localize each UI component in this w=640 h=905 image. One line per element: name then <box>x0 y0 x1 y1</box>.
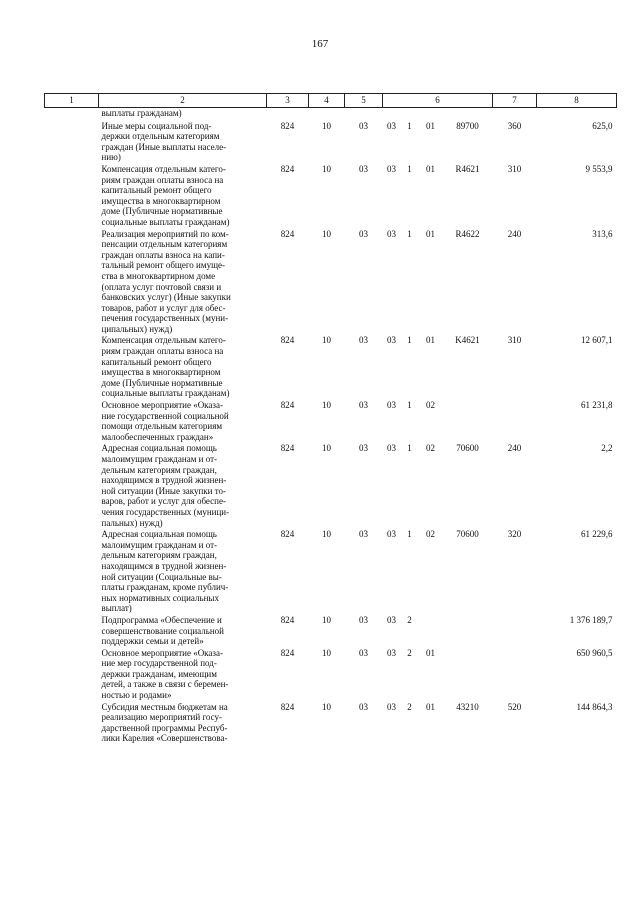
header-col-7: 7 <box>493 94 537 108</box>
row-activity: 01 <box>426 120 435 131</box>
row-spacer <box>45 164 99 229</box>
row-expense-type: 240 <box>507 228 522 239</box>
table-row <box>45 702 617 745</box>
row-name: Адресная социальная помощь малоимущим гражданам и от- дельным категориям граждан, находящимся в трудной жизнен- ной ситуации (Иные закупки то- варов, работ и услуг для обеспе- чения государственных (муници- пальных) нужд) <box>101 443 230 528</box>
row-expense-type <box>493 615 537 648</box>
row-name: Компенсация отдельным катего- риям граждан оплаты взноса на капитальный ремонт общего имущества в многоквартирном доме (Публичные нормативные социальные выплаты гражданам) <box>101 335 230 399</box>
row-direction <box>443 400 493 443</box>
row-expense-type: 320 <box>507 529 522 540</box>
row-amount: 313,6 <box>592 228 613 239</box>
row-activity <box>419 615 443 648</box>
row-amount: 61 229,6 <box>581 529 613 540</box>
row-program: 03 <box>387 701 396 712</box>
row-subsection: 03 <box>359 529 368 540</box>
row-subsection: 03 <box>359 163 368 174</box>
row-subsection: 03 <box>359 614 368 625</box>
table-row <box>45 615 617 648</box>
row-subprogram: 1 <box>407 163 412 174</box>
row-direction: K4621 <box>455 335 480 346</box>
row-program: 03 <box>387 228 396 239</box>
row-direction: 70600 <box>456 529 479 540</box>
row-program: 03 <box>387 614 396 625</box>
row-amount: 144 864,3 <box>576 701 613 712</box>
row-section: 10 <box>322 529 331 540</box>
row-spacer <box>45 529 99 615</box>
header-col-3: 3 <box>267 94 309 108</box>
row-spacer <box>45 335 99 400</box>
row-subsection: 03 <box>359 443 368 454</box>
row-subsection: 03 <box>359 228 368 239</box>
row-expense-type: 310 <box>507 335 522 346</box>
row-name: Подпрограмма «Обеспечение и совершенствование социальной поддержки семьи и детей» <box>101 614 224 647</box>
header-col-5: 5 <box>345 94 383 108</box>
row-direction: 70600 <box>456 443 479 454</box>
row-activity: 01 <box>426 701 435 712</box>
header-row <box>45 94 617 108</box>
table-row <box>45 164 617 229</box>
row-admin-code: 824 <box>280 335 295 346</box>
row-program: 03 <box>387 400 396 411</box>
header-col-1: 1 <box>45 94 99 108</box>
table-row <box>45 648 617 702</box>
budget-table <box>44 93 617 745</box>
row-amount: 61 231,8 <box>581 400 613 411</box>
row-section: 10 <box>322 701 331 712</box>
row-name: Иные меры социальной под- держки отдельным категориям граждан (Иные выплаты населе- нию) <box>101 120 227 163</box>
row-subsection: 03 <box>359 400 368 411</box>
row-expense-type <box>493 648 537 702</box>
row-program: 03 <box>387 647 396 658</box>
row-program: 03 <box>387 529 396 540</box>
row-admin-code: 824 <box>280 529 295 540</box>
row-activity: 01 <box>426 228 435 239</box>
table-body <box>45 108 617 746</box>
table-row <box>45 335 617 400</box>
row-admin-code: 824 <box>280 120 295 131</box>
row-activity: 02 <box>426 443 435 454</box>
row-program: 03 <box>387 335 396 346</box>
row-admin-code: 824 <box>280 228 295 239</box>
row-subsection: 03 <box>359 647 368 658</box>
row-section: 10 <box>322 228 331 239</box>
header-col-4: 4 <box>309 94 345 108</box>
row-activity: 02 <box>426 529 435 540</box>
row-subprogram: 1 <box>407 120 412 131</box>
row-spacer <box>45 121 99 164</box>
header-col-6: 6 <box>383 94 493 108</box>
continuation-text: выплаты гражданам) <box>101 108 182 118</box>
row-subprogram: 1 <box>407 335 412 346</box>
row-expense-type <box>493 400 537 443</box>
row-subprogram: 1 <box>407 443 412 454</box>
continuation-row <box>45 108 617 121</box>
header-col-2: 2 <box>99 94 267 108</box>
table-row <box>45 400 617 443</box>
table-row <box>45 529 617 615</box>
row-section: 10 <box>322 120 331 131</box>
row-section: 10 <box>322 443 331 454</box>
row-spacer <box>45 702 99 745</box>
row-activity: 01 <box>426 647 435 658</box>
row-direction: 43210 <box>456 701 479 712</box>
row-name: Реализация мероприятий по ком- пенсации отдельным категориям граждан оплаты взноса на капи- тальный ремонт общего имуще- ства в многоквартирном доме (оплата услуг почтовой связи и банковских услуг) (Иные закупки товаров, работ и услуг для обес- печения государственных (муни- ципальных) нужд) <box>101 228 231 334</box>
header-col-8: 8 <box>537 94 617 108</box>
row-subsection: 03 <box>359 120 368 131</box>
row-name: Субсидия местным бюджетам на реализацию мероприятий госу- дарственной программы Респуб- лики Карелия «Совершенствова- <box>101 701 228 744</box>
row-admin-code: 824 <box>280 400 295 411</box>
row-expense-type: 360 <box>507 120 522 131</box>
table-row <box>45 121 617 164</box>
row-admin-code: 824 <box>280 701 295 712</box>
row-expense-type: 310 <box>507 163 522 174</box>
row-subprogram: 1 <box>407 529 412 540</box>
row-direction: 89700 <box>456 120 479 131</box>
row-subsection: 03 <box>359 701 368 712</box>
row-name: Основное мероприятие «Оказа- ние государственной социальной помощи отдельным категориям малообеспеченных граждан» <box>101 400 229 442</box>
row-amount: 2,2 <box>601 443 613 454</box>
row-admin-code: 824 <box>280 443 295 454</box>
row-admin-code: 824 <box>280 647 295 658</box>
row-subsection: 03 <box>359 335 368 346</box>
row-expense-type: 520 <box>507 701 522 712</box>
row-activity: 02 <box>426 400 435 411</box>
row-section: 10 <box>322 163 331 174</box>
row-name: Основное мероприятие «Оказа- ние мер государственной под- держки гражданам, имеющим детей, а также в связи с беремен- ностью и родами» <box>101 647 229 701</box>
row-program: 03 <box>387 163 396 174</box>
row-amount: 650 960,5 <box>576 647 613 658</box>
row-spacer <box>45 648 99 702</box>
row-section: 10 <box>322 335 331 346</box>
row-direction: R4622 <box>455 228 480 239</box>
row-direction <box>443 648 493 702</box>
row-spacer <box>45 400 99 443</box>
page-number: 167 <box>311 38 329 50</box>
row-spacer <box>45 615 99 648</box>
row-admin-code: 824 <box>280 614 295 625</box>
row-activity: 01 <box>426 163 435 174</box>
row-program: 03 <box>387 120 396 131</box>
row-section: 10 <box>322 400 331 411</box>
row-section: 10 <box>322 647 331 658</box>
row-expense-type: 240 <box>507 443 522 454</box>
row-subprogram: 2 <box>407 614 412 625</box>
row-subprogram: 1 <box>407 400 412 411</box>
row-spacer <box>45 229 99 336</box>
row-admin-code: 824 <box>280 163 295 174</box>
row-section: 10 <box>322 614 331 625</box>
row-amount: 625,0 <box>592 120 613 131</box>
table-row <box>45 443 617 529</box>
row-subprogram: 2 <box>407 701 412 712</box>
row-name: Адресная социальная помощь малоимущим гражданам и от- дельным категориям граждан, находящимся в трудной жизнен- ной ситуации (Социальные вы- платы гражданам, кроме публич- ных нормативных социальных выплат) <box>101 529 229 614</box>
row-subprogram: 2 <box>407 647 412 658</box>
row-subprogram: 1 <box>407 228 412 239</box>
row-amount: 12 607,1 <box>581 335 613 346</box>
row-direction <box>443 615 493 648</box>
row-activity: 01 <box>426 335 435 346</box>
row-direction: R4621 <box>455 163 480 174</box>
row-spacer <box>45 443 99 529</box>
row-amount: 9 553,9 <box>585 163 613 174</box>
row-amount: 1 376 189,7 <box>569 614 613 625</box>
table-row <box>45 229 617 336</box>
row-program: 03 <box>387 443 396 454</box>
row-name: Компенсация отдельным катего- риям граждан оплаты взноса на капитальный ремонт общего имущества в многоквартирном доме (Публичные нормативные социальные выплаты гражданам) <box>101 163 230 227</box>
